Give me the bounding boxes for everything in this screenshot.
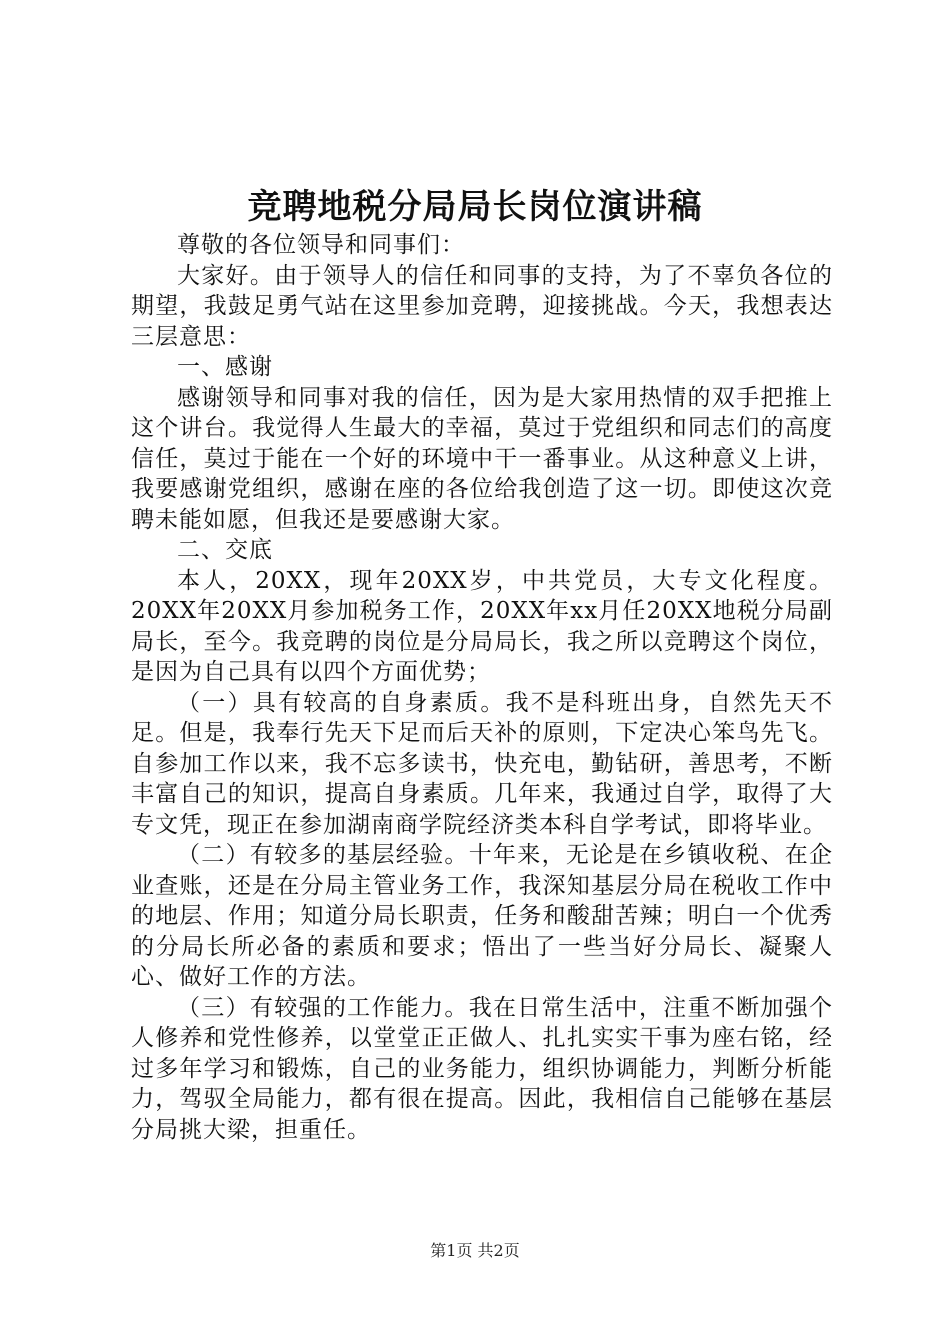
opening-paragraph: 大家好。由于领导人的信任和同事的支持，为了不辜负各位的期望，我鼓足勇气站在这里参加竞聘，迎接挑战。今天，我想表达三层意思：: [131, 262, 833, 350]
advantage-three-paragraph: （三）有较强的工作能力。我在日常生活中，注重不断加强个人修养和党性修养，以堂堂正正做人、扎扎实实干事为座右铭，经过多年学习和锻炼，自己的业务能力，组织协调能力，判断分析能力，驾驭全局能力，都有很在提高。因此，我相信自己能够在基层分局挑大梁，担重任。: [131, 994, 833, 1143]
thanks-paragraph: 感谢领导和同事对我的信任，因为是大家用热情的双手把推上这个讲台。我觉得人生最大的幸福，莫过于党组织和同志们的高度信任，莫过于能在一个好的环境中干一番事业。从这种意义上讲，我要感谢党组织，感谢在座的各位给我创造了这一切。即使这次竞聘未能如愿，但我还是要感谢大家。: [131, 384, 833, 533]
salutation-paragraph: 尊敬的各位领导和同事们：: [177, 232, 465, 258]
document-title: 竞聘地税分局局长岗位演讲稿: [247, 187, 703, 227]
section-heading-background: 二、交底: [177, 537, 273, 563]
background-paragraph: 本人，20XX，现年20XX岁，中共党员，大专文化程度。20XX年20XX月参加税务工作，20XX年xx月任20XX地税分局副局长，至今。我竞聘的岗位是分局局长，我之所以竞聘这个岗位，是因为自己具有以四个方面优势；: [131, 567, 833, 685]
advantage-one-paragraph: （一）具有较高的自身素质。我不是科班出身，自然先天不足。但是，我奉行先天下足而后天补的原则，下定决心笨鸟先飞。自参加工作以来，我不忘多读书，快充电，勤钻研，善思考，不断丰富自己的知识，提高自身素质。几年来，我通过自学，取得了大专文凭，现正在参加湖南商学院经济类本科自学考试，即将毕业。: [131, 689, 833, 838]
page-footer: 第1页 共2页: [430, 1241, 520, 1260]
advantage-two-paragraph: （二）有较多的基层经验。十年来，无论是在乡镇收税、在企业查账，还是在分局主管业务工作，我深知基层分局在税收工作中的地层、作用；知道分局长职责，任务和酸甜苦辣；明白一个优秀的分局长所必备的素质和要求；悟出了一些当好分局长、凝聚人心、做好工作的方法。: [131, 842, 833, 990]
document-body: [131, 230, 833, 1145]
section-heading-thanks: 一、感谢: [177, 354, 273, 380]
